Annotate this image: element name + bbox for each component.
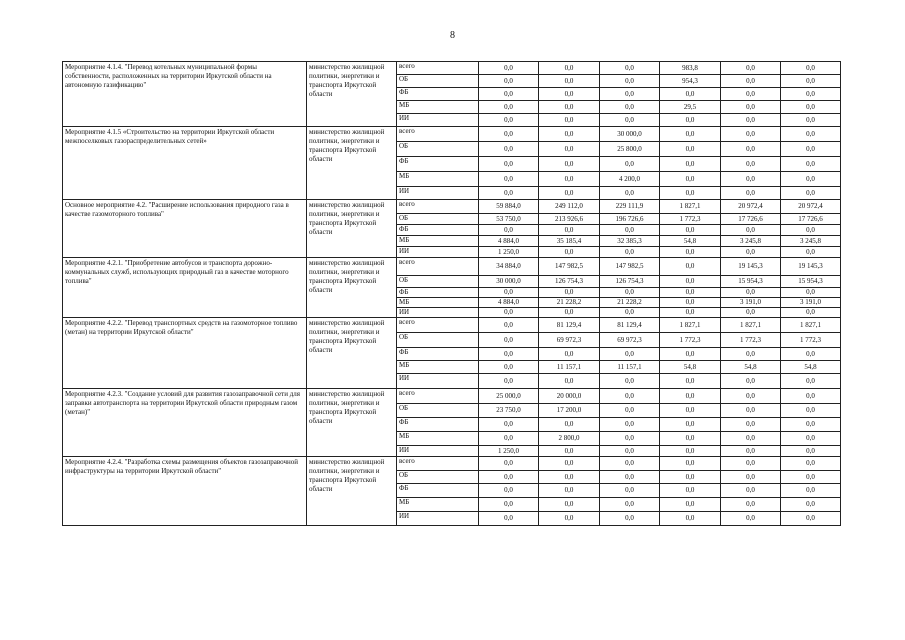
- funding-source: МБ: [397, 101, 479, 114]
- funding-source: всего: [397, 389, 479, 404]
- amount-cell: 0,0: [721, 404, 781, 418]
- amount-cell: 0,0: [721, 75, 781, 88]
- amount-cell: 0,0: [539, 187, 600, 200]
- amount-cell: 0,0: [781, 247, 841, 258]
- amount-cell: 0,0: [539, 446, 600, 457]
- amount-cell: 0,0: [721, 172, 781, 187]
- responsible-executor: министерство жилищной политики, энергетики и транспорта Иркутской области: [307, 318, 397, 389]
- amount-cell: 0,0: [479, 288, 539, 298]
- activity-name: Мероприятие 4.2.2. "Перевод транспортных средств на газомоторное топливо (метан) на территории Иркутской области": [63, 318, 307, 389]
- amount-cell: 32 385,3: [600, 236, 660, 247]
- amount-cell: 0,0: [721, 389, 781, 404]
- amount-cell: 0,0: [600, 114, 660, 127]
- amount-cell: 0,0: [721, 512, 781, 526]
- amount-cell: 0,0: [660, 127, 721, 142]
- amount-cell: 0,0: [660, 404, 721, 418]
- amount-cell: 0,0: [539, 172, 600, 187]
- amount-cell: 4 884,0: [479, 236, 539, 247]
- funding-source: ФБ: [397, 225, 479, 236]
- amount-cell: 0,0: [479, 333, 539, 348]
- amount-cell: 0,0: [479, 348, 539, 361]
- amount-cell: 0,0: [479, 75, 539, 88]
- amount-cell: 0,0: [781, 62, 841, 75]
- amount-cell: 0,0: [781, 457, 841, 471]
- amount-cell: 0,0: [660, 157, 721, 172]
- amount-cell: 0,0: [781, 418, 841, 432]
- amount-cell: 0,0: [479, 88, 539, 101]
- funding-source: всего: [397, 62, 479, 75]
- amount-cell: 0,0: [539, 247, 600, 258]
- amount-cell: 15 954,3: [781, 276, 841, 288]
- amount-cell: 0,0: [539, 88, 600, 101]
- amount-cell: 0,0: [660, 446, 721, 457]
- activity-name: Мероприятие 4.2.4. "Разработка схемы размещения объектов газозаправочной инфраструктуры на территории Иркутской области": [63, 457, 307, 526]
- amount-cell: 54,8: [660, 361, 721, 374]
- funding-source: ОБ: [397, 404, 479, 418]
- amount-cell: 0,0: [660, 389, 721, 404]
- amount-cell: 0,0: [660, 187, 721, 200]
- amount-cell: 126 754,3: [600, 276, 660, 288]
- amount-cell: 81 129,4: [600, 318, 660, 333]
- amount-cell: 0,0: [781, 404, 841, 418]
- amount-cell: 0,0: [781, 471, 841, 484]
- amount-cell: 1 772,3: [781, 333, 841, 348]
- funding-source: всего: [397, 457, 479, 471]
- amount-cell: 21 228,2: [539, 298, 600, 308]
- funding-source: ИИ: [397, 308, 479, 318]
- amount-cell: 0,0: [539, 127, 600, 142]
- amount-cell: 0,0: [660, 484, 721, 498]
- amount-cell: 0,0: [479, 318, 539, 333]
- funding-source: ОБ: [397, 276, 479, 288]
- amount-cell: 0,0: [600, 432, 660, 446]
- amount-cell: 0,0: [721, 498, 781, 512]
- activity-name: Мероприятие 4.2.1. "Приобретение автобусов и транспорта дорожно-коммунальных служб, использующих природный газ в качестве моторного топлива": [63, 258, 307, 318]
- amount-cell: 0,0: [781, 225, 841, 236]
- amount-cell: 4 884,0: [479, 298, 539, 308]
- responsible-executor: министерство жилищной политики, энергетики и транспорта Иркутской области: [307, 258, 397, 318]
- amount-cell: 0,0: [600, 225, 660, 236]
- funding-source: ФБ: [397, 484, 479, 498]
- amount-cell: 0,0: [721, 418, 781, 432]
- amount-cell: 0,0: [660, 308, 721, 318]
- amount-cell: 213 926,6: [539, 214, 600, 225]
- amount-cell: 0,0: [479, 187, 539, 200]
- amount-cell: 1 772,3: [660, 214, 721, 225]
- funding-source: МБ: [397, 298, 479, 308]
- amount-cell: 0,0: [781, 308, 841, 318]
- funding-source: ИИ: [397, 114, 479, 127]
- amount-cell: 81 129,4: [539, 318, 600, 333]
- amount-cell: 0,0: [781, 348, 841, 361]
- responsible-executor: министерство жилищной политики, энергетики и транспорта Иркутской области: [307, 200, 397, 258]
- amount-cell: 0,0: [539, 62, 600, 75]
- amount-cell: 0,0: [721, 187, 781, 200]
- funding-source: всего: [397, 258, 479, 276]
- funding-source: ИИ: [397, 374, 479, 389]
- amount-cell: 0,0: [781, 187, 841, 200]
- amount-cell: 0,0: [660, 298, 721, 308]
- funding-source: ОБ: [397, 333, 479, 348]
- amount-cell: 30 000,0: [600, 127, 660, 142]
- amount-cell: 0,0: [539, 512, 600, 526]
- amount-cell: 19 145,3: [781, 258, 841, 276]
- amount-cell: 0,0: [781, 75, 841, 88]
- table-row: [63, 258, 841, 276]
- amount-cell: 0,0: [781, 114, 841, 127]
- amount-cell: 4 200,0: [600, 172, 660, 187]
- amount-cell: 147 982,5: [600, 258, 660, 276]
- amount-cell: 0,0: [539, 114, 600, 127]
- amount-cell: 0,0: [721, 348, 781, 361]
- amount-cell: 954,3: [660, 75, 721, 88]
- amount-cell: 249 112,0: [539, 200, 600, 214]
- amount-cell: 20 972,4: [721, 200, 781, 214]
- amount-cell: 229 111,9: [600, 200, 660, 214]
- amount-cell: 0,0: [721, 88, 781, 101]
- activity-name: Мероприятие 4.2.3. "Создание условий для развития газозаправочной сети для заправки автотранспорта на территории Иркутской области природным газом (метан)": [63, 389, 307, 457]
- amount-cell: 0,0: [660, 288, 721, 298]
- amount-cell: 0,0: [539, 225, 600, 236]
- funding-source: ОБ: [397, 471, 479, 484]
- funding-table: [62, 61, 841, 526]
- amount-cell: 11 157,1: [600, 361, 660, 374]
- amount-cell: 0,0: [600, 446, 660, 457]
- amount-cell: 0,0: [781, 142, 841, 157]
- table-row: [63, 127, 841, 142]
- amount-cell: 0,0: [539, 348, 600, 361]
- amount-cell: 0,0: [721, 432, 781, 446]
- amount-cell: 0,0: [660, 498, 721, 512]
- amount-cell: 3 191,0: [781, 298, 841, 308]
- amount-cell: 0,0: [660, 114, 721, 127]
- amount-cell: 0,0: [721, 308, 781, 318]
- amount-cell: 0,0: [721, 142, 781, 157]
- funding-source: ИИ: [397, 512, 479, 526]
- funding-source: ФБ: [397, 88, 479, 101]
- amount-cell: 0,0: [781, 498, 841, 512]
- amount-cell: 0,0: [539, 75, 600, 88]
- amount-cell: 0,0: [781, 127, 841, 142]
- amount-cell: 25 800,0: [600, 142, 660, 157]
- amount-cell: 0,0: [721, 225, 781, 236]
- amount-cell: 196 726,6: [600, 214, 660, 225]
- funding-source: МБ: [397, 432, 479, 446]
- amount-cell: 0,0: [539, 308, 600, 318]
- amount-cell: 35 185,4: [539, 236, 600, 247]
- amount-cell: 0,0: [479, 142, 539, 157]
- amount-cell: 0,0: [600, 75, 660, 88]
- amount-cell: 0,0: [721, 374, 781, 389]
- funding-source: МБ: [397, 498, 479, 512]
- amount-cell: 0,0: [721, 114, 781, 127]
- amount-cell: 69 972,3: [600, 333, 660, 348]
- amount-cell: 69 972,3: [539, 333, 600, 348]
- activity-name: Мероприятие 4.1.5 «Строительство на территории Иркутской области межпоселковых газораспределительных сетей»: [63, 127, 307, 200]
- amount-cell: 21 228,2: [600, 298, 660, 308]
- amount-cell: 0,0: [600, 348, 660, 361]
- table-row: [63, 389, 841, 404]
- amount-cell: 1 827,1: [781, 318, 841, 333]
- amount-cell: 0,0: [660, 512, 721, 526]
- amount-cell: 0,0: [479, 62, 539, 75]
- amount-cell: 0,0: [781, 512, 841, 526]
- amount-cell: 0,0: [781, 88, 841, 101]
- amount-cell: 17 200,0: [539, 404, 600, 418]
- amount-cell: 1 772,3: [721, 333, 781, 348]
- amount-cell: 0,0: [660, 142, 721, 157]
- amount-cell: 0,0: [660, 348, 721, 361]
- activity-name: Основное мероприятие 4.2. "Расширение использования природного газа в качестве газомоторного топлива": [63, 200, 307, 258]
- amount-cell: 53 750,0: [479, 214, 539, 225]
- amount-cell: 0,0: [660, 88, 721, 101]
- amount-cell: 0,0: [721, 457, 781, 471]
- responsible-executor: министерство жилищной политики, энергетики и транспорта Иркутской области: [307, 457, 397, 526]
- amount-cell: 20 972,4: [781, 200, 841, 214]
- amount-cell: 54,8: [660, 236, 721, 247]
- amount-cell: 0,0: [539, 374, 600, 389]
- amount-cell: 0,0: [781, 432, 841, 446]
- amount-cell: 0,0: [539, 457, 600, 471]
- responsible-executor: министерство жилищной политики, энергетики и транспорта Иркутской области: [307, 389, 397, 457]
- amount-cell: 1 250,0: [479, 247, 539, 258]
- amount-cell: 0,0: [660, 471, 721, 484]
- amount-cell: 0,0: [479, 432, 539, 446]
- amount-cell: 0,0: [539, 418, 600, 432]
- table-row: [63, 62, 841, 75]
- amount-cell: 0,0: [600, 484, 660, 498]
- amount-cell: 11 157,1: [539, 361, 600, 374]
- amount-cell: 0,0: [600, 498, 660, 512]
- amount-cell: 0,0: [600, 157, 660, 172]
- amount-cell: 0,0: [479, 498, 539, 512]
- amount-cell: 59 884,0: [479, 200, 539, 214]
- amount-cell: 0,0: [479, 418, 539, 432]
- amount-cell: 0,0: [781, 172, 841, 187]
- funding-source: ФБ: [397, 288, 479, 298]
- amount-cell: 0,0: [660, 258, 721, 276]
- amount-cell: 0,0: [479, 114, 539, 127]
- amount-cell: 0,0: [479, 484, 539, 498]
- amount-cell: 0,0: [600, 404, 660, 418]
- amount-cell: 0,0: [479, 374, 539, 389]
- amount-cell: 0,0: [721, 247, 781, 258]
- amount-cell: 0,0: [660, 225, 721, 236]
- amount-cell: 0,0: [721, 101, 781, 114]
- funding-source: ФБ: [397, 418, 479, 432]
- amount-cell: 0,0: [539, 101, 600, 114]
- responsible-executor: министерство жилищной политики, энергетики и транспорта Иркутской области: [307, 127, 397, 200]
- amount-cell: 0,0: [479, 512, 539, 526]
- amount-cell: 0,0: [721, 471, 781, 484]
- amount-cell: 0,0: [600, 101, 660, 114]
- amount-cell: 0,0: [479, 308, 539, 318]
- funding-source: ФБ: [397, 348, 479, 361]
- amount-cell: 0,0: [600, 187, 660, 200]
- amount-cell: 29,5: [660, 101, 721, 114]
- amount-cell: 0,0: [479, 457, 539, 471]
- page-number: 8: [450, 30, 455, 41]
- amount-cell: 1 827,1: [721, 318, 781, 333]
- amount-cell: 1 250,0: [479, 446, 539, 457]
- amount-cell: 0,0: [600, 457, 660, 471]
- amount-cell: 0,0: [539, 484, 600, 498]
- amount-cell: 0,0: [600, 374, 660, 389]
- amount-cell: 0,0: [539, 471, 600, 484]
- table-row: [63, 200, 841, 214]
- amount-cell: 0,0: [600, 62, 660, 75]
- amount-cell: 0,0: [660, 247, 721, 258]
- amount-cell: 3 245,8: [781, 236, 841, 247]
- amount-cell: 23 750,0: [479, 404, 539, 418]
- amount-cell: 0,0: [479, 225, 539, 236]
- amount-cell: 0,0: [781, 101, 841, 114]
- amount-cell: 17 726,6: [721, 214, 781, 225]
- amount-cell: 0,0: [660, 276, 721, 288]
- funding-source: ФБ: [397, 157, 479, 172]
- amount-cell: 0,0: [539, 288, 600, 298]
- funding-source: МБ: [397, 236, 479, 247]
- amount-cell: 15 954,3: [721, 276, 781, 288]
- funding-source: ОБ: [397, 75, 479, 88]
- funding-source: ИИ: [397, 446, 479, 457]
- amount-cell: 0,0: [660, 457, 721, 471]
- amount-cell: 126 754,3: [539, 276, 600, 288]
- funding-source: всего: [397, 200, 479, 214]
- amount-cell: 0,0: [721, 127, 781, 142]
- amount-cell: 983,8: [660, 62, 721, 75]
- amount-cell: 0,0: [600, 88, 660, 101]
- amount-cell: 0,0: [781, 374, 841, 389]
- amount-cell: 0,0: [781, 446, 841, 457]
- amount-cell: 0,0: [721, 484, 781, 498]
- responsible-executor: министерство жилищной политики, энергетики и транспорта Иркутской области: [307, 62, 397, 127]
- funding-source: всего: [397, 127, 479, 142]
- funding-source: ИИ: [397, 187, 479, 200]
- amount-cell: 0,0: [781, 157, 841, 172]
- table-row: [63, 318, 841, 333]
- amount-cell: 0,0: [479, 172, 539, 187]
- amount-cell: 0,0: [600, 512, 660, 526]
- amount-cell: 54,8: [781, 361, 841, 374]
- amount-cell: 19 145,3: [721, 258, 781, 276]
- amount-cell: 0,0: [600, 471, 660, 484]
- activity-name: Мероприятие 4.1.4. "Перевод котельных муниципальной формы собственности, расположенных на территории Иркутской области на автономную газификацию": [63, 62, 307, 127]
- amount-cell: 1 827,1: [660, 200, 721, 214]
- amount-cell: 1 827,1: [660, 318, 721, 333]
- amount-cell: 0,0: [479, 157, 539, 172]
- amount-cell: 0,0: [600, 288, 660, 298]
- funding-source: МБ: [397, 172, 479, 187]
- amount-cell: 0,0: [479, 361, 539, 374]
- amount-cell: 1 772,3: [660, 333, 721, 348]
- amount-cell: 0,0: [721, 288, 781, 298]
- funding-source: ОБ: [397, 214, 479, 225]
- funding-source: МБ: [397, 361, 479, 374]
- amount-cell: 0,0: [781, 389, 841, 404]
- amount-cell: 147 982,5: [539, 258, 600, 276]
- amount-cell: 0,0: [479, 471, 539, 484]
- amount-cell: 0,0: [539, 157, 600, 172]
- amount-cell: 0,0: [600, 308, 660, 318]
- amount-cell: 0,0: [539, 498, 600, 512]
- amount-cell: 2 800,0: [539, 432, 600, 446]
- amount-cell: 3 191,0: [721, 298, 781, 308]
- amount-cell: 0,0: [479, 127, 539, 142]
- amount-cell: 30 000,0: [479, 276, 539, 288]
- amount-cell: 54,8: [721, 361, 781, 374]
- funding-source: ОБ: [397, 142, 479, 157]
- amount-cell: 0,0: [721, 446, 781, 457]
- amount-cell: 20 000,0: [539, 389, 600, 404]
- amount-cell: 0,0: [539, 142, 600, 157]
- amount-cell: 0,0: [660, 432, 721, 446]
- table-row: [63, 457, 841, 471]
- amount-cell: 25 000,0: [479, 389, 539, 404]
- funding-source: ИИ: [397, 247, 479, 258]
- amount-cell: 0,0: [660, 374, 721, 389]
- amount-cell: 0,0: [721, 62, 781, 75]
- amount-cell: 0,0: [781, 484, 841, 498]
- amount-cell: 0,0: [721, 157, 781, 172]
- amount-cell: 0,0: [660, 172, 721, 187]
- amount-cell: 0,0: [600, 389, 660, 404]
- funding-source: всего: [397, 318, 479, 333]
- amount-cell: 0,0: [479, 101, 539, 114]
- amount-cell: 0,0: [781, 288, 841, 298]
- amount-cell: 3 245,8: [721, 236, 781, 247]
- amount-cell: 0,0: [600, 247, 660, 258]
- amount-cell: 34 884,0: [479, 258, 539, 276]
- amount-cell: 0,0: [660, 418, 721, 432]
- amount-cell: 0,0: [600, 418, 660, 432]
- amount-cell: 17 726,6: [781, 214, 841, 225]
